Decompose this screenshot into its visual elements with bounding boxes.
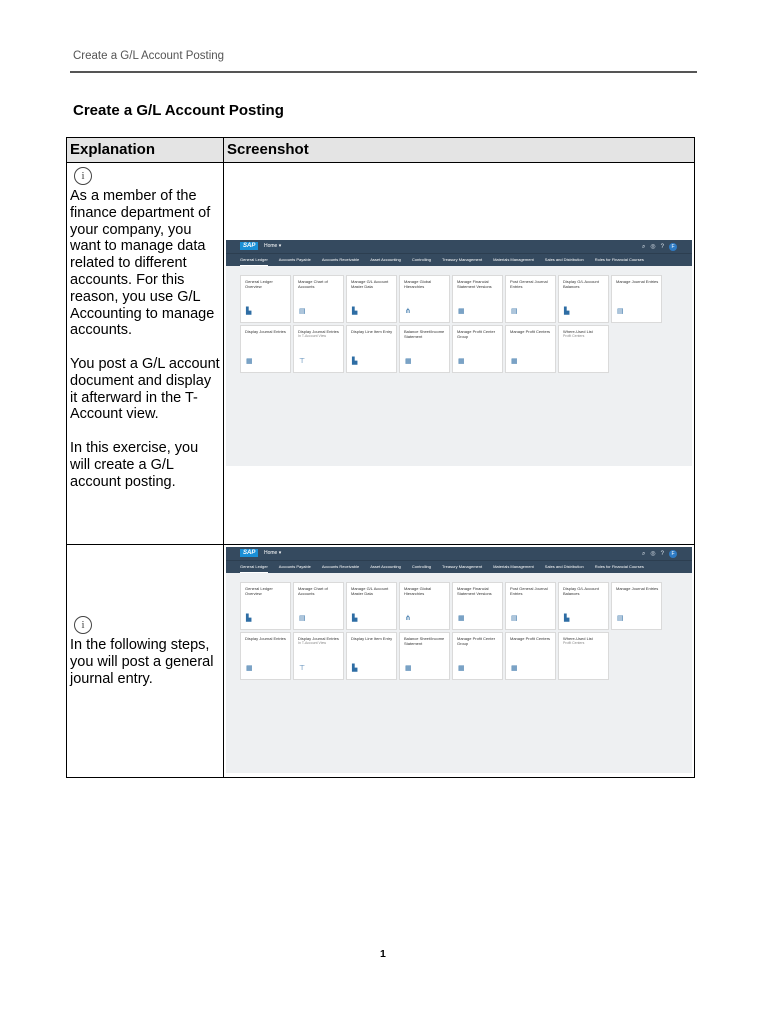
tile-title: Display Journal Entries bbox=[298, 636, 339, 641]
bar-chart-icon: ▙ bbox=[246, 615, 252, 622]
tile-subtitle: Profit Centers bbox=[563, 334, 585, 338]
sap-launchpad-screenshot bbox=[226, 240, 692, 466]
tile-grid bbox=[226, 573, 692, 680]
document-icon: ▤ bbox=[617, 615, 624, 622]
tile-title: General Ledger Overview bbox=[245, 586, 273, 596]
tile-title: Display Journal Entries bbox=[245, 329, 286, 334]
tile-title: Where-Used List bbox=[563, 329, 593, 334]
explanation-paragraph: In the following steps, you will post a general journal entry. bbox=[70, 637, 214, 687]
bar-chart-icon: ▙ bbox=[352, 665, 358, 672]
app-tile[interactable] bbox=[240, 275, 291, 323]
tab-group[interactable]: Asset Accounting bbox=[370, 564, 401, 569]
report-icon: ▦ bbox=[246, 358, 253, 365]
tile-title: Manage Journal Entries bbox=[616, 586, 659, 591]
avatar[interactable]: F bbox=[669, 550, 677, 558]
bar-chart-icon: ▙ bbox=[246, 308, 252, 315]
tab-group[interactable]: Accounts Receivable bbox=[321, 564, 360, 569]
tab-group[interactable]: Roles for Financial Courses bbox=[594, 257, 644, 262]
app-tile[interactable] bbox=[240, 632, 291, 680]
tile-title: Balance Sheet/Income Statement bbox=[404, 636, 445, 646]
search-icon[interactable]: ⌕ bbox=[642, 243, 646, 250]
tile-title: Manage Financial Statement Versions bbox=[457, 279, 492, 289]
explanation-cell bbox=[67, 163, 224, 545]
app-tile[interactable] bbox=[611, 275, 662, 323]
tab-group[interactable]: Controlling bbox=[411, 257, 431, 262]
sap-shell-bar bbox=[226, 240, 692, 253]
table-row bbox=[67, 545, 695, 778]
tile-title: Display Line Item Entry bbox=[351, 329, 393, 334]
avatar[interactable]: F bbox=[669, 243, 677, 251]
home-menu[interactable]: Home ▾ bbox=[264, 550, 282, 556]
app-tile[interactable] bbox=[346, 632, 397, 680]
report-icon: ▦ bbox=[458, 308, 465, 315]
search-icon[interactable]: ⌕ bbox=[642, 550, 646, 557]
app-tile[interactable] bbox=[399, 275, 450, 323]
explanation-cell bbox=[67, 545, 224, 778]
app-tile[interactable] bbox=[505, 325, 556, 373]
document-icon: ▤ bbox=[299, 615, 306, 622]
tile-title: Manage Global Hierarchies bbox=[404, 279, 432, 289]
app-tile[interactable] bbox=[293, 632, 344, 680]
help-icon[interactable]: ? bbox=[660, 243, 664, 250]
tile-title: Display Journal Entries bbox=[245, 636, 286, 641]
app-tile[interactable] bbox=[558, 632, 609, 680]
hierarchy-icon: ⋔ bbox=[405, 308, 411, 315]
report-icon: ▦ bbox=[246, 665, 253, 672]
home-menu[interactable]: Home ▾ bbox=[264, 243, 282, 249]
tab-group[interactable]: Sales and Distribution bbox=[544, 564, 584, 569]
report-icon: ▦ bbox=[458, 615, 465, 622]
app-tile[interactable] bbox=[611, 582, 662, 630]
table-icon: ▦ bbox=[405, 358, 412, 365]
tile-title: Manage Journal Entries bbox=[616, 279, 659, 284]
document-title: Create a G/L Account Posting bbox=[73, 102, 284, 119]
header-rule bbox=[70, 71, 697, 73]
report-icon: ▦ bbox=[458, 665, 465, 672]
tile-title: Manage Financial Statement Versions bbox=[457, 586, 492, 596]
document-icon: ▤ bbox=[617, 308, 624, 315]
explanation-paragraph: In this exercise, you will create a G/L account posting. bbox=[70, 439, 199, 490]
t-account-icon: ⊤ bbox=[299, 665, 306, 672]
app-tile[interactable] bbox=[558, 275, 609, 323]
sap-shell-bar bbox=[226, 547, 692, 560]
help-icon[interactable]: ? bbox=[660, 550, 664, 557]
tab-group[interactable]: General Ledger bbox=[240, 561, 268, 573]
tab-group[interactable]: Materials Management bbox=[493, 564, 534, 569]
bar-chart-icon: ▙ bbox=[352, 358, 358, 365]
tile-title: Post General Journal Entries bbox=[510, 586, 548, 596]
bar-chart-icon: ▙ bbox=[564, 615, 570, 622]
table-icon: ▦ bbox=[405, 665, 412, 672]
tab-group[interactable]: Controlling bbox=[411, 564, 431, 569]
t-account-icon: ⊤ bbox=[299, 358, 306, 365]
tab-group[interactable]: Sales and Distribution bbox=[544, 257, 584, 262]
tile-title: Manage Profit Center Group bbox=[457, 636, 496, 646]
column-header-explanation: Explanation bbox=[67, 138, 224, 163]
sap-logo: SAP bbox=[240, 549, 258, 557]
tab-group[interactable]: Accounts Payable bbox=[278, 564, 311, 569]
tab-group[interactable]: Asset Accounting bbox=[370, 257, 401, 262]
app-tile[interactable] bbox=[399, 325, 450, 373]
document-icon: ▤ bbox=[511, 615, 518, 622]
tile-title: Where-Used List bbox=[563, 636, 593, 641]
app-tile[interactable] bbox=[346, 275, 397, 323]
tab-group[interactable]: Accounts Receivable bbox=[321, 257, 360, 262]
steps-table bbox=[66, 137, 695, 778]
sap-launchpad-screenshot bbox=[226, 547, 692, 773]
tile-title: Manage Profit Center Group bbox=[457, 329, 496, 339]
tile-grid bbox=[226, 266, 692, 373]
explanation-paragraph: As a member of the finance department of your company, you want to manage data related to different accounts. For this reason, you use G/L Accounting to manage accounts. bbox=[70, 188, 215, 339]
tile-title: Display Journal Entries bbox=[298, 329, 339, 334]
app-tile[interactable] bbox=[293, 325, 344, 373]
report-icon: ▦ bbox=[458, 358, 465, 365]
bar-chart-icon: ▙ bbox=[564, 308, 570, 315]
app-tile[interactable] bbox=[452, 582, 503, 630]
running-header: Create a G/L Account Posting bbox=[73, 50, 225, 62]
sap-tab-bar bbox=[226, 560, 692, 573]
bar-chart-icon: ▙ bbox=[352, 615, 358, 622]
app-tile[interactable] bbox=[558, 325, 609, 373]
app-tile[interactable] bbox=[399, 632, 450, 680]
app-tile[interactable] bbox=[452, 275, 503, 323]
app-tile[interactable] bbox=[452, 325, 503, 373]
tile-subtitle: In T-Account View bbox=[298, 334, 327, 338]
tile-title: Display G/L Account Balances bbox=[563, 279, 599, 289]
tile-title: Manage Chart of Accounts bbox=[298, 586, 328, 596]
app-tile[interactable] bbox=[505, 275, 556, 323]
app-tile[interactable] bbox=[505, 632, 556, 680]
app-tile[interactable] bbox=[505, 582, 556, 630]
app-tile[interactable] bbox=[293, 582, 344, 630]
screenshot-cell bbox=[224, 545, 695, 778]
tile-title: Display G/L Account Balances bbox=[563, 586, 599, 596]
tile-title: General Ledger Overview bbox=[245, 279, 273, 289]
document-icon: ▤ bbox=[511, 308, 518, 315]
hierarchy-icon: ⋔ bbox=[405, 615, 411, 622]
sap-logo: SAP bbox=[240, 242, 258, 250]
app-tile[interactable] bbox=[240, 325, 291, 373]
tile-subtitle: Profit Centers bbox=[563, 641, 585, 645]
notifications-icon[interactable]: ◎ bbox=[650, 243, 656, 250]
bar-chart-icon: ▙ bbox=[352, 308, 358, 315]
explanation-paragraph: You post a G/L account document and display it afterward in the T-Account view. bbox=[70, 355, 220, 423]
app-tile[interactable] bbox=[240, 582, 291, 630]
app-tile[interactable] bbox=[399, 582, 450, 630]
tab-group[interactable]: Treasury Management bbox=[442, 257, 483, 262]
app-tile[interactable] bbox=[346, 325, 397, 373]
tile-title: Manage G/L Account Master Data bbox=[351, 279, 389, 289]
info-icon: i bbox=[74, 616, 92, 634]
tile-title: Manage Chart of Accounts bbox=[298, 279, 328, 289]
tile-title: Manage Profit Centers bbox=[510, 636, 551, 641]
column-header-screenshot: Screenshot bbox=[224, 138, 695, 163]
notifications-icon[interactable]: ◎ bbox=[650, 550, 656, 557]
tile-title: Post General Journal Entries bbox=[510, 279, 548, 289]
report-icon: ▦ bbox=[511, 358, 518, 365]
tab-group[interactable]: General Ledger bbox=[240, 254, 268, 266]
screenshot-cell bbox=[224, 163, 695, 545]
table-row bbox=[67, 163, 695, 545]
app-tile[interactable] bbox=[558, 582, 609, 630]
tile-title: Display Line Item Entry bbox=[351, 636, 393, 641]
sap-tab-bar bbox=[226, 253, 692, 266]
app-tile[interactable] bbox=[452, 632, 503, 680]
page-number: 1 bbox=[380, 948, 386, 960]
tab-group[interactable]: Materials Management bbox=[493, 257, 534, 262]
info-icon: i bbox=[74, 167, 92, 185]
app-tile[interactable] bbox=[293, 275, 344, 323]
app-tile[interactable] bbox=[346, 582, 397, 630]
tile-title: Manage G/L Account Master Data bbox=[351, 586, 389, 596]
tab-group[interactable]: Treasury Management bbox=[442, 564, 483, 569]
tile-title: Balance Sheet/Income Statement bbox=[404, 329, 445, 339]
tile-title: Manage Profit Centers bbox=[510, 329, 551, 334]
report-icon: ▦ bbox=[511, 665, 518, 672]
tab-group[interactable]: Roles for Financial Courses bbox=[594, 564, 644, 569]
tab-group[interactable]: Accounts Payable bbox=[278, 257, 311, 262]
tile-title: Manage Global Hierarchies bbox=[404, 586, 432, 596]
document-icon: ▤ bbox=[299, 308, 306, 315]
tile-subtitle: In T-Account View bbox=[298, 641, 327, 645]
